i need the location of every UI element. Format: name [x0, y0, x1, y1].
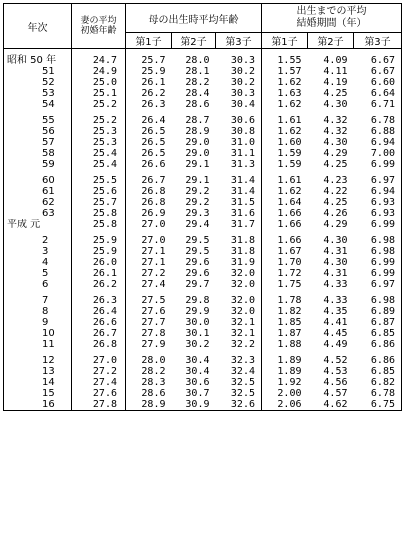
- interval-child3-cell: 6.99: [354, 257, 402, 268]
- year-cell: 59: [4, 159, 72, 170]
- mother-age-child2-cell: 28.4: [185, 88, 210, 99]
- mother-age-child3-cell: 32.0: [216, 268, 262, 279]
- interval-child1-cell: 1.59: [277, 159, 302, 170]
- mother-age-child2-cell: 28.2: [185, 77, 210, 88]
- mother-age-child1-cell: 26.5: [141, 148, 166, 159]
- interval-child1-cell: 1.59: [277, 148, 302, 159]
- interval-child1-cell: 1.89: [277, 355, 302, 366]
- mother-age-group-header: 母の出生時平均年齢: [126, 4, 262, 33]
- table-row: [4, 219, 402, 230]
- mother-age-child3-cell: 31.4: [216, 170, 262, 186]
- mother-age-child1-cell: 26.7: [141, 175, 166, 186]
- marriage-age-cell: 27.4: [72, 377, 126, 388]
- marriage-age-cell: 26.2: [72, 279, 126, 290]
- table-header: [4, 4, 402, 49]
- mother-age-child1-cell: 27.7: [141, 317, 166, 328]
- interval-child2-cell: 4.22: [323, 186, 348, 197]
- marriage-age-cell: 27.2: [72, 366, 126, 377]
- interval-child2-cell: 4.57: [323, 388, 348, 399]
- table-row: [4, 77, 402, 88]
- mother-age-child2-cell: 29.2: [185, 186, 210, 197]
- mother-age-child2-cell: 29.5: [185, 235, 210, 246]
- mother-age-child1-cell: 26.5: [141, 126, 166, 137]
- interval-child1-cell: 1.55: [277, 55, 302, 66]
- interval-child2-cell: 4.33: [323, 279, 348, 290]
- interval-child2-cell: 4.35: [323, 306, 348, 317]
- table-row: [4, 197, 402, 208]
- interval-child3-cell: 6.88: [354, 126, 402, 137]
- marriage-age-cell: 26.0: [72, 257, 126, 268]
- interval-child3-cell: 6.75: [354, 399, 402, 411]
- mother-age-child3-cell: 31.5: [216, 197, 262, 208]
- interval-child3-cell: 6.86: [354, 339, 402, 350]
- mother-age-child2-cell: 30.9: [172, 399, 216, 411]
- table-row: [4, 399, 402, 411]
- year-cell: 14: [4, 377, 72, 388]
- interval-child3-cell: 6.67: [354, 49, 402, 67]
- table-row: [4, 99, 402, 110]
- interval-child1-cell: 1.61: [277, 115, 302, 126]
- mother-age-child1-cell: 26.6: [141, 159, 166, 170]
- interval-child3-cell: 6.98: [354, 246, 402, 257]
- mother-age-child1-cell: 26.3: [141, 99, 166, 110]
- mother-age-child3-cell: 32.4: [216, 366, 262, 377]
- mother-age-child2-cell: 29.8: [185, 295, 210, 306]
- mother-age-child1-cell: 27.1: [141, 257, 166, 268]
- mother-age-child3-cell: 32.5: [216, 388, 262, 399]
- mother-age-child2-cell: 29.6: [185, 257, 210, 268]
- mother-age-child2-cell: 29.0: [185, 137, 210, 148]
- interval-child1-cell: 1.61: [277, 175, 302, 186]
- year-cell: 61: [4, 186, 72, 197]
- interval-child1-cell: 1.66: [277, 219, 302, 230]
- interval-child1-cell: 1.66: [277, 235, 302, 246]
- mother-age-child2-cell: 29.5: [185, 246, 210, 257]
- interval-child2-cell: 4.31: [323, 246, 348, 257]
- interval-child3-cell: 6.82: [354, 377, 402, 388]
- interval-child2-cell: 4.29: [323, 219, 348, 230]
- interval-child2-cell: 4.53: [323, 366, 348, 377]
- mother-age-child1-cell: 26.9: [141, 208, 166, 219]
- table-row: [4, 350, 402, 366]
- interval-child3-cell: 6.99: [354, 268, 402, 279]
- mother-age-child3-cell: 32.0: [216, 290, 262, 306]
- interval-child3-cell: 7.00: [354, 148, 402, 159]
- marriage-age-cell: 25.2: [72, 110, 126, 126]
- interval-child3-cell: 6.93: [354, 197, 402, 208]
- mother-age-child1-cell: 27.9: [141, 339, 166, 350]
- table-row: [4, 88, 402, 99]
- interval-child1-cell: 1.72: [277, 268, 302, 279]
- mother-age-child3-cell: 31.8: [216, 230, 262, 246]
- interval-child2-cell: 4.32: [323, 115, 348, 126]
- mother-age-child1-cell: 27.1: [141, 246, 166, 257]
- interval-child2-cell: 4.26: [323, 208, 348, 219]
- interval-child2-cell: 4.49: [323, 339, 348, 350]
- year-cell: 16: [4, 399, 72, 411]
- interval-child2-cell: 4.30: [323, 235, 348, 246]
- mother-age-child2-header: 第2子: [172, 33, 216, 49]
- mother-age-child3-cell: 31.7: [216, 219, 262, 230]
- interval-child2-cell: 4.30: [323, 257, 348, 268]
- mother-age-child1-cell: 27.8: [141, 328, 166, 339]
- year-column-header: 年次: [4, 4, 72, 49]
- table-row: [4, 377, 402, 388]
- mother-age-child3-cell: 30.3: [216, 88, 262, 99]
- mother-age-child3-cell: 30.2: [216, 66, 262, 77]
- interval-child3-cell: 6.98: [354, 230, 402, 246]
- interval-child2-cell: 4.30: [323, 99, 348, 110]
- mother-age-child3-cell: 30.3: [216, 49, 262, 67]
- interval-child3-cell: 6.94: [354, 186, 402, 197]
- interval-child2-cell: 4.11: [323, 66, 348, 77]
- mother-age-child2-cell: 29.2: [185, 197, 210, 208]
- year-cell: 57: [4, 137, 72, 148]
- table-row: [4, 49, 402, 67]
- interval-child3-cell: 6.97: [354, 170, 402, 186]
- mother-age-child2-cell: 29.9: [185, 306, 210, 317]
- mother-age-child1-cell: 28.9: [126, 399, 172, 411]
- mother-age-child3-cell: 31.4: [216, 186, 262, 197]
- mother-age-child1-cell: 28.3: [141, 377, 166, 388]
- table-row: [4, 257, 402, 268]
- mother-age-child1-cell: 27.4: [141, 279, 166, 290]
- marriage-age-cell: 25.4: [72, 148, 126, 159]
- table-row: [4, 290, 402, 306]
- year-cell: 13: [4, 366, 72, 377]
- mother-age-child3-cell: 32.1: [216, 328, 262, 339]
- marriage-age-cell: 25.5: [72, 170, 126, 186]
- year-cell: 11: [4, 339, 72, 350]
- interval-child2-cell: 4.52: [323, 355, 348, 366]
- table-body: [4, 49, 402, 411]
- marriage-age-cell: 26.1: [72, 268, 126, 279]
- interval-child3-cell: 6.86: [354, 350, 402, 366]
- table-row: [4, 279, 402, 290]
- year-cell: 4: [4, 257, 72, 268]
- year-cell: 58: [4, 148, 72, 159]
- mother-age-child3-cell: 31.6: [216, 208, 262, 219]
- interval-child2-cell: 4.19: [323, 77, 348, 88]
- mother-age-child1-cell: 28.0: [141, 355, 166, 366]
- year-cell: 60: [4, 170, 72, 186]
- table-row: [4, 170, 402, 186]
- marriage-age-cell: 26.3: [72, 290, 126, 306]
- marriage-age-column-header: 妻の平均初婚年齢: [72, 4, 126, 49]
- interval-child1-header: 第1子: [262, 33, 308, 49]
- marriage-age-cell: 25.1: [72, 88, 126, 99]
- table-row: [4, 66, 402, 77]
- mother-age-child2-cell: 29.4: [185, 219, 210, 230]
- mother-age-child3-cell: 31.3: [216, 159, 262, 170]
- interval-child2-cell: 4.09: [323, 55, 348, 66]
- year-cell: 56: [4, 126, 72, 137]
- mother-age-child2-cell: 28.1: [185, 66, 210, 77]
- year-cell: 5: [4, 268, 72, 279]
- year-cell: 52: [4, 77, 72, 88]
- mother-age-child3-cell: 32.2: [216, 339, 262, 350]
- interval-child2-cell: 4.23: [323, 175, 348, 186]
- marriage-age-cell: 24.9: [72, 66, 126, 77]
- interval-child2-cell: 4.29: [323, 148, 348, 159]
- interval-child1-cell: 1.70: [277, 257, 302, 268]
- table-row: [4, 306, 402, 317]
- marriage-age-cell: 27.8: [72, 399, 126, 411]
- interval-child3-cell: 6.71: [354, 99, 402, 110]
- interval-child1-cell: 1.62: [277, 186, 302, 197]
- year-cell: 53: [4, 88, 72, 99]
- interval-child1-cell: 1.64: [277, 197, 302, 208]
- mother-age-child3-cell: 32.0: [216, 306, 262, 317]
- interval-child1-cell: 1.82: [277, 306, 302, 317]
- interval-child2-cell: 4.25: [323, 159, 348, 170]
- interval-child3-cell: 6.89: [354, 306, 402, 317]
- marriage-age-cell: 26.4: [72, 306, 126, 317]
- interval-child1-cell: 1.87: [277, 328, 302, 339]
- interval-child3-cell: 6.78: [354, 110, 402, 126]
- interval-child1-cell: 1.92: [277, 377, 302, 388]
- interval-child3-cell: 6.98: [354, 290, 402, 306]
- year-cell: 7: [4, 290, 72, 306]
- interval-child1-cell: 1.62: [277, 77, 302, 88]
- interval-child1-cell: 1.89: [277, 366, 302, 377]
- interval-child2-cell: 4.56: [323, 377, 348, 388]
- mother-age-child2-cell: 30.7: [185, 388, 210, 399]
- year-cell: 2: [4, 230, 72, 246]
- marriage-age-cell: 25.9: [72, 246, 126, 257]
- table-row: [4, 388, 402, 399]
- year-cell: 3: [4, 246, 72, 257]
- year-cell: 15: [4, 388, 72, 399]
- interval-child2-cell: 4.41: [323, 317, 348, 328]
- mother-age-child2-cell: 29.0: [185, 148, 210, 159]
- table-row: [4, 137, 402, 148]
- interval-child3-cell: 6.99: [354, 159, 402, 170]
- marriage-age-cell: 25.8: [72, 208, 126, 219]
- table-row: [4, 110, 402, 126]
- mother-age-child1-cell: 25.7: [141, 55, 166, 66]
- year-cell: 平成 元: [4, 219, 72, 230]
- interval-child1-cell: 1.62: [277, 99, 302, 110]
- marriage-age-cell: 26.6: [72, 317, 126, 328]
- year-cell: 10: [4, 328, 72, 339]
- interval-child1-cell: 1.85: [277, 317, 302, 328]
- interval-child3-cell: 6.64: [354, 88, 402, 99]
- interval-child1-cell: 1.78: [277, 295, 302, 306]
- interval-child3-cell: 6.60: [354, 77, 402, 88]
- mother-age-child2-cell: 30.0: [185, 317, 210, 328]
- mother-age-child2-cell: 28.6: [185, 99, 210, 110]
- mother-age-child1-cell: 26.8: [141, 197, 166, 208]
- interval-child3-cell: 6.67: [354, 66, 402, 77]
- year-cell: 9: [4, 317, 72, 328]
- interval-child1-cell: 1.60: [277, 137, 302, 148]
- birth-age-table: [3, 3, 402, 411]
- interval-child1-cell: 1.62: [277, 126, 302, 137]
- mother-age-child2-cell: 30.4: [185, 355, 210, 366]
- mother-age-child1-cell: 26.1: [141, 77, 166, 88]
- interval-child2-cell: 4.45: [323, 328, 348, 339]
- mother-age-child3-cell: 30.4: [216, 99, 262, 110]
- mother-age-child1-cell: 27.5: [141, 295, 166, 306]
- mother-age-child2-cell: 28.0: [185, 55, 210, 66]
- interval-child2-cell: 4.25: [323, 197, 348, 208]
- mother-age-child3-cell: 31.0: [216, 137, 262, 148]
- table-row: [4, 328, 402, 339]
- mother-age-child1-header: 第1子: [126, 33, 172, 49]
- mother-age-child2-cell: 28.9: [185, 126, 210, 137]
- mother-age-child3-header: 第3子: [216, 33, 262, 49]
- interval-child3-cell: 6.85: [354, 328, 402, 339]
- interval-child3-cell: 6.93: [354, 208, 402, 219]
- year-cell: 51: [4, 66, 72, 77]
- marriage-age-cell: 25.3: [72, 126, 126, 137]
- interval-child2-cell: 4.33: [323, 295, 348, 306]
- interval-child2-cell: 4.30: [323, 137, 348, 148]
- marriage-age-cell: 26.7: [72, 328, 126, 339]
- mother-age-child1-cell: 26.8: [141, 186, 166, 197]
- mother-age-child1-cell: 27.6: [141, 306, 166, 317]
- mother-age-child3-cell: 30.6: [216, 110, 262, 126]
- marriage-age-cell: 25.0: [72, 77, 126, 88]
- interval-child3-cell: 6.99: [354, 219, 402, 230]
- mother-age-child2-cell: 29.1: [185, 175, 210, 186]
- year-cell: 6: [4, 279, 72, 290]
- table-row: [4, 208, 402, 219]
- marriage-age-cell: 25.9: [72, 230, 126, 246]
- mother-age-child3-cell: 31.9: [216, 257, 262, 268]
- year-cell: 62: [4, 197, 72, 208]
- mother-age-child2-cell: 30.2: [185, 339, 210, 350]
- mother-age-child1-cell: 28.6: [141, 388, 166, 399]
- marriage-age-cell: 25.7: [72, 197, 126, 208]
- marriage-age-cell: 25.6: [72, 186, 126, 197]
- year-cell: 54: [4, 99, 72, 110]
- interval-child1-cell: 2.00: [277, 388, 302, 399]
- mother-age-child2-cell: 29.7: [185, 279, 210, 290]
- interval-child3-cell: 6.78: [354, 388, 402, 399]
- interval-child1-cell: 1.75: [277, 279, 302, 290]
- mother-age-child2-cell: 30.4: [185, 366, 210, 377]
- mother-age-child3-cell: 31.8: [216, 246, 262, 257]
- mother-age-child3-cell: 32.1: [216, 317, 262, 328]
- interval-child1-cell: 1.57: [277, 66, 302, 77]
- interval-child2-cell: 4.62: [308, 399, 354, 411]
- mother-age-child1-cell: 26.4: [141, 115, 166, 126]
- marriage-age-cell: 25.4: [72, 159, 126, 170]
- marriage-age-cell: 27.0: [72, 350, 126, 366]
- year-cell: 55: [4, 110, 72, 126]
- marriage-age-cell: 25.3: [72, 137, 126, 148]
- interval-child3-header: 第3子: [354, 33, 402, 49]
- table-row: [4, 246, 402, 257]
- interval-child2-header: 第2子: [308, 33, 354, 49]
- mother-age-child1-cell: 27.0: [141, 235, 166, 246]
- table-row: [4, 148, 402, 159]
- mother-age-child2-cell: 30.6: [185, 377, 210, 388]
- table-row: [4, 126, 402, 137]
- mother-age-child1-cell: 26.2: [141, 88, 166, 99]
- mother-age-child1-cell: 25.9: [141, 66, 166, 77]
- mother-age-child3-cell: 30.8: [216, 126, 262, 137]
- marriage-age-cell: 25.2: [72, 99, 126, 110]
- table-row: [4, 317, 402, 328]
- marriage-age-cell: 26.8: [72, 339, 126, 350]
- mother-age-child1-cell: 26.5: [141, 137, 166, 148]
- mother-age-child3-cell: 32.5: [216, 377, 262, 388]
- interval-child3-cell: 6.85: [354, 366, 402, 377]
- marriage-age-cell: 25.8: [72, 219, 126, 230]
- year-cell: 8: [4, 306, 72, 317]
- table-row: [4, 159, 402, 170]
- table-row: [4, 230, 402, 246]
- mother-age-child1-cell: 28.2: [141, 366, 166, 377]
- table-row: [4, 186, 402, 197]
- mother-age-child1-cell: 27.2: [141, 268, 166, 279]
- interval-child2-cell: 4.25: [323, 88, 348, 99]
- table-row: [4, 339, 402, 350]
- mother-age-child2-cell: 30.1: [185, 328, 210, 339]
- mother-age-child1-cell: 27.0: [141, 219, 166, 230]
- mother-age-child3-cell: 32.0: [216, 279, 262, 290]
- marriage-age-cell: 27.6: [72, 388, 126, 399]
- interval-child3-cell: 6.97: [354, 279, 402, 290]
- mother-age-child2-cell: 29.6: [185, 268, 210, 279]
- year-cell: 12: [4, 350, 72, 366]
- mother-age-child3-cell: 31.1: [216, 148, 262, 159]
- mother-age-child2-cell: 28.7: [185, 115, 210, 126]
- interval-child2-cell: 4.32: [323, 126, 348, 137]
- mother-age-child3-cell: 32.6: [216, 399, 262, 411]
- mother-age-child2-cell: 29.1: [185, 159, 210, 170]
- interval-child2-cell: 4.31: [323, 268, 348, 279]
- mother-age-child3-cell: 32.3: [216, 350, 262, 366]
- interval-child1-cell: 1.63: [277, 88, 302, 99]
- interval-child1-cell: 1.88: [277, 339, 302, 350]
- interval-child3-cell: 6.94: [354, 137, 402, 148]
- table-row: [4, 366, 402, 377]
- interval-child1-cell: 1.67: [277, 246, 302, 257]
- interval-group-header: 出生までの平均結婚期間（年）: [262, 4, 402, 33]
- interval-child1-cell: 1.66: [277, 208, 302, 219]
- interval-child1-cell: 2.06: [262, 399, 308, 411]
- mother-age-child2-cell: 29.3: [185, 208, 210, 219]
- year-cell: 63: [4, 208, 72, 219]
- interval-child3-cell: 6.87: [354, 317, 402, 328]
- year-cell: 昭和 50 年: [4, 49, 72, 67]
- mother-age-child3-cell: 30.2: [216, 77, 262, 88]
- table-row: [4, 268, 402, 279]
- marriage-age-cell: 24.7: [72, 49, 126, 67]
